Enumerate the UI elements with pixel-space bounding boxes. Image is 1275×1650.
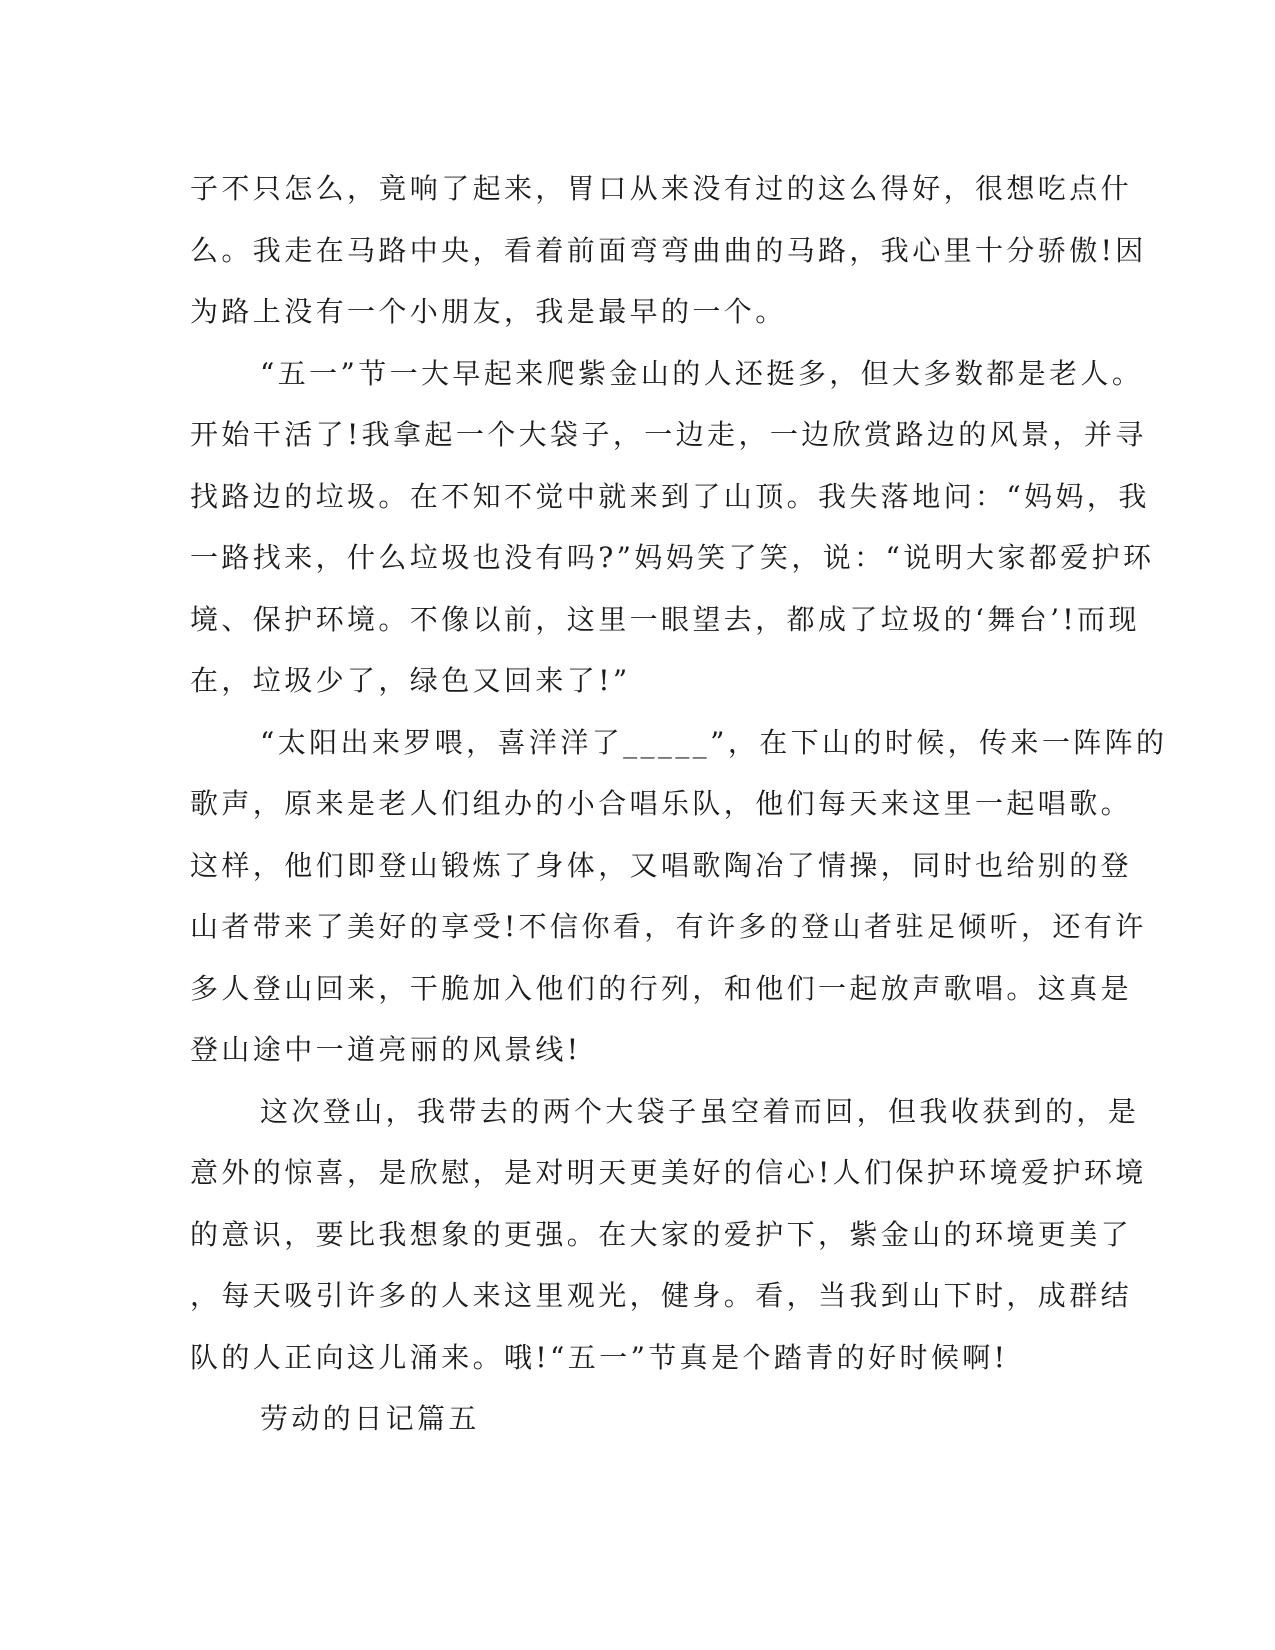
- text-line: 队的人正向这儿涌来。哦!“五一”节真是个踏青的好时候啊!: [190, 1340, 1009, 1374]
- text-line: 开始干活了!我拿起一个大袋子，一边走，一边欣赏路边的风景，并寻: [190, 418, 1147, 451]
- text-line: 境、保护环境。不像以前，这里一眼望去，都成了垃圾的‘舞台’!而现: [190, 602, 1140, 636]
- paragraph-2: [190, 343, 1155, 712]
- paragraph-1: [190, 158, 1147, 343]
- text-line: 一路找来，什么垃圾也没有吗?”妈妈笑了笑，说：“说明大家都爱护环: [190, 541, 1155, 574]
- text-line: 为路上没有一个小朋友，我是最早的一个。: [190, 295, 787, 328]
- text-line: 的意识，要比我想象的更强。在大家的爱护下，紫金山的环境更美了: [190, 1217, 1133, 1251]
- text-line: “五一”节一大早起来爬紫金山的人还挺多，但大多数都是老人。: [260, 356, 1144, 390]
- text-line: 多人登山回来，干脆加入他们的行列，和他们一起放声歌唱。这真是: [190, 971, 1133, 1005]
- text-line: 在，垃圾少了，绿色又回来了!”: [190, 664, 631, 697]
- text-line: 歌声，原来是老人们组办的小合唱乐队，他们每天来这里一起唱歌。: [190, 787, 1133, 820]
- text-line: 意外的惊喜，是欣慰，是对明天更美好的信心!人们保护环境爱护环境: [190, 1156, 1147, 1189]
- text-line: “太阳出来罗喂，喜洋洋了_____”，在下山的时候，传来一阵阵的: [260, 725, 1168, 759]
- document-body: [190, 158, 1168, 1450]
- text-line: 山者带来了美好的享受!不信你看，有许多的登山者驻足倾听，还有许: [190, 910, 1147, 943]
- text-line: 找路边的垃圾。在不知不觉中就来到了山顶。我失落地问：“妈妈，我: [190, 479, 1150, 513]
- text-line: 这样，他们即登山锻炼了身体，又唱歌陶冶了情操，同时也给别的登: [190, 848, 1133, 882]
- paragraph-3: [190, 712, 1168, 1081]
- text-line: 登山途中一道亮丽的风景线!: [190, 1033, 582, 1066]
- section-heading: 劳动的日记篇五: [260, 1402, 480, 1435]
- text-line: 子不只怎么，竟响了起来，胃口从来没有过的这么得好，很想吃点什: [190, 172, 1133, 205]
- text-line: 这次登山，我带去的两个大袋子虽空着而回，但我收获到的，是: [260, 1094, 1140, 1128]
- text-line: 么。我走在马路中央，看着前面弯弯曲曲的马路，我心里十分骄傲!因: [190, 233, 1147, 267]
- paragraph-4: [190, 1081, 1147, 1389]
- text-line: ，每天吸引许多的人来这里观光，健身。看，当我到山下时，成群结: [190, 1279, 1133, 1312]
